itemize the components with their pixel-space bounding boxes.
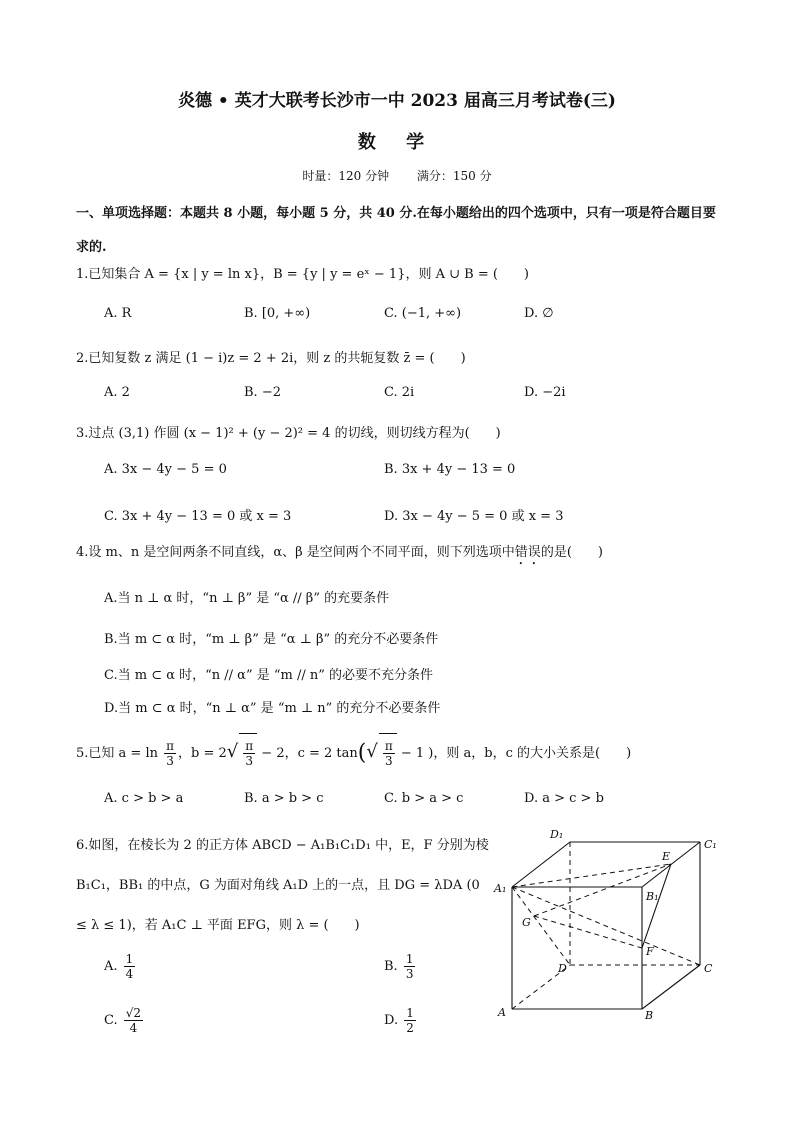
section-heading: 一、单项选择题：本题共 8 小题，每小题 5 分，共 40 分.在每小题给出的四个选项中，只有一项是符合题目要求的. xyxy=(76,206,716,255)
time-limit: 时量：120 分钟 xyxy=(302,169,390,183)
q5-sqrt-b: $\frac{\pi}{3}$ xyxy=(239,733,257,774)
question-5-stem: 5.已知 a = ln $\frac{\pi}{3}$ ，b = 2√ $\frac{\pi}{3}$ − 2，c = 2 tan(√ $\frac{\pi}{3}$ − 1 )，则 a，b，c 的大小关系是( ) xyxy=(76,732,631,774)
label-F: F xyxy=(646,945,654,958)
q3-option-d: D. 3x − 4y − 5 = 0 或 x = 3 xyxy=(384,509,564,524)
question-3-stem: 3.过点 (3,1) 作圆 (x − 1)² + (y − 2)² = 4 的切线，则切线方程为( ) xyxy=(76,426,501,441)
label-A: A xyxy=(498,1006,506,1019)
q5-b-part: ，b = 2 xyxy=(178,746,227,761)
label-D: D xyxy=(558,962,567,975)
label-C: C xyxy=(704,962,713,975)
q5-option-a: A. c > b > a xyxy=(104,791,184,806)
q5-sqrt-c: $\frac{\pi}{3}$ xyxy=(379,733,397,774)
edge-B-C xyxy=(642,965,700,1009)
q4-option-b: B.当 m ⊂ α 时，“m ⊥ β” 是 “α ⊥ β” 的充分不必要条件 xyxy=(104,632,439,647)
q2-option-a: A. 2 xyxy=(104,385,130,400)
q5-lead: 5.已知 a = ln xyxy=(76,746,158,761)
q5-b-tail: − 2，c = 2 tan xyxy=(257,746,358,761)
q4-stem-after: 的是( ) xyxy=(540,545,603,560)
segment-G-F xyxy=(534,916,642,948)
q5-option-b: B. a > b > c xyxy=(244,791,324,806)
q6-option-c: C. $\frac{√2}{4}$ xyxy=(104,1006,142,1035)
q2-option-c: C. 2i xyxy=(384,385,415,400)
q4-option-a: A.当 n ⊥ α 时，“n ⊥ β” 是 “α // β” 的充要条件 xyxy=(104,591,390,606)
question-1-stem: 1.已知集合 A = {x | y = ln x}，B = {y | y = eˣ − 1}，则 A ∪ B = ( ) xyxy=(76,267,530,282)
q6-option-d: D. $\frac{1}{2}$ xyxy=(384,1006,414,1035)
q4-option-c: C.当 m ⊂ α 时，“n // α” 是 “m // n” 的必要不充分条件 xyxy=(104,668,434,683)
q1-option-d: D. ∅ xyxy=(524,306,554,321)
question-2-stem: 2.已知复数 z 满足 (1 − i)z = 2 + 2i，则 z 的共轭复数 z̄ = ( ) xyxy=(76,351,466,366)
label-B: B xyxy=(645,1009,654,1022)
page-title: 炎德 • 英才大联考长沙市一中 2023 届高三月考试卷(三) xyxy=(178,91,616,111)
q1-option-b: B. [0, +∞) xyxy=(244,306,311,321)
q5-option-c: C. b > a > c xyxy=(384,791,464,806)
label-D1: D₁ xyxy=(550,828,564,841)
q3-option-c: C. 3x + 4y − 13 = 0 或 x = 3 xyxy=(104,509,292,524)
q6-option-a: A. $\frac{1}{4}$ xyxy=(104,952,134,981)
q3-option-a: A. 3x − 4y − 5 = 0 xyxy=(104,462,227,477)
q4-stem-before: 4.设 m、n 是空间两条不同直线，α、β 是空间两个不同平面，则下列选项中 xyxy=(76,545,515,560)
question-6-stem: 6.如图，在棱长为 2 的正方体 ABCD − A₁B₁C₁D₁ 中，E，F 分别为棱 B₁C₁，BB₁ 的中点，G 为面对角线 A₁D 上的一点，且 DG = λDA (0 ≤ λ ≤ 1)，若 A₁C ⊥ 平面 EFG，则 λ = ( ) xyxy=(76,838,489,933)
subject-heading: 数 学 xyxy=(357,132,437,153)
label-C1: C₁ xyxy=(704,838,717,851)
full-score: 满分：150 分 xyxy=(416,169,492,183)
q5-c-tail: − 1 )，则 a，b，c 的大小关系是( ) xyxy=(396,746,632,761)
label-E: E xyxy=(662,850,671,863)
q2-option-d: D. −2i xyxy=(524,385,566,400)
q4-option-d: D.当 m ⊂ α 时，“n ⊥ α” 是 “m ⊥ n” 的充分不必要条件 xyxy=(104,701,441,716)
q1-option-a: A. R xyxy=(104,306,132,321)
q3-option-b: B. 3x + 4y − 13 = 0 xyxy=(384,462,516,477)
label-G: G xyxy=(522,916,531,929)
q5-option-d: D. a > c > b xyxy=(524,791,604,806)
segment-E-F xyxy=(642,864,671,948)
label-B1: B₁ xyxy=(646,890,659,903)
label-A1: A₁ xyxy=(494,882,507,895)
q5-frac-a: $\frac{\pi}{3}$ xyxy=(166,739,175,768)
q6-option-b: B. $\frac{1}{3}$ xyxy=(384,952,414,981)
cube-figure xyxy=(490,822,730,1027)
q2-option-b: B. −2 xyxy=(244,385,281,400)
q1-option-c: C. (−1, +∞) xyxy=(384,306,462,321)
exam-meta xyxy=(0,167,794,184)
question-4-stem xyxy=(76,541,603,568)
q4-stem-emphasis: 错误 xyxy=(514,545,541,560)
diag-A1-C xyxy=(512,887,700,965)
